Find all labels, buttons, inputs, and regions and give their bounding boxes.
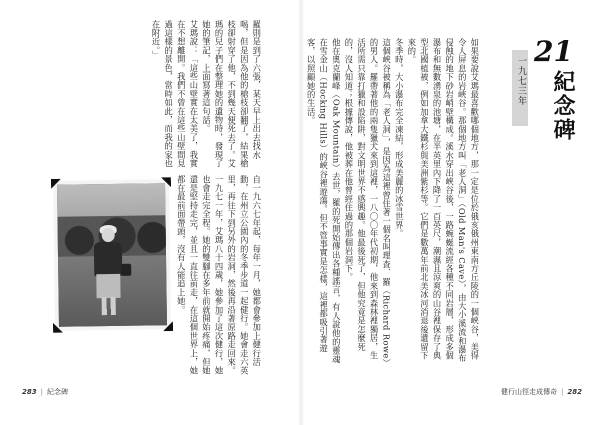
left-running-title: 紀念碑 [46,388,68,396]
left-page-text-mid: 自一九六七年起，每年一月，她都會參加上健行活動，在州立公園內的冬季步道一起健行。她會走六英里，再往下到另外的岩洞，然後再沿著原路走回來。 一九七一年，艾瑪八十四歲，她參加了這次健行，她也會走完全程。她的雙腳在多年前就開始疼痛，但她還是堅持走完，並且一直往前走，在這個世界上，她都在最前面帶頭，沒有人能追上她。 [176,175,262,376]
chapter-date: 一九七三年 [516,56,526,106]
chapter-date-tag [512,50,528,126]
chapter-number: 21 [534,35,573,68]
right-running-title: 健行山徑走成傳奇 [501,388,558,396]
left-page [0,0,298,425]
left-page-number: 283 [22,388,37,396]
right-page-number: 282 [567,388,582,396]
chapter-title: 紀念碑 [550,70,576,142]
left-footer: 283 | 紀念碑 [22,388,68,396]
right-footer: 健行山徑走成傳奇 | 282 [501,388,582,396]
left-page-text-top: 羅則是到了六張，某天早上出去找水喝，但是因為他的槍枝卻翻了，結果槍枝卻射穿了他，不到幾天便死去了。艾瑪的兒子們在整理她的遺物時，發現了她的筆記，上面寫著這句話。 艾瑪說：「這些山壁實在太美了，我實在不想離開。我們不曾在這些山壁間見過這樣的景色，當時如此，而我的家也在附近。」 [151,20,262,168]
right-page-text: 如果要說艾瑪最喜歡哪個地方，那一定是位於俄亥俄州東南方丘陵的一個峽谷，美得令人屏息的岩峽谷。那個地方叫「老人洞」（Old Man's Cave），由大小溪流和瀑布侵蝕的地下砂岩峭壁構成。溪水穿出峽谷後，一路蜿蜒流經各種不同岩層，形成多個瀑布和無數湧泉的池塘，在半英里內下降了一百英尺，潮濕且涼爽的山谷裡保存了典型北國植被，例如加拿大鐵杉與美洲紫杉等。它們是數萬年前北美冰河消退後遺留下來的。 冬季時，大小瀑布完全凍結，形成美麗的冰雪世界。 這個峽谷被稱為「老人洞」，是因為這裡曾住著一個名叫理查．羅（Richard Rowe）的男人。羅帶著他的兩隻獵犬來到這裡，一八〇〇年代初期，他來到森林裡獨居，生活所需只靠打獵和設陷阱，對文明世界不感興趣。他最後死了，但他究竟是怎麼死的，沒人知道；根據傳說，他被葬在他曾經住過的那個岩洞下。 他在奧克蘭峰（Oak Mountain）去世，羅的死開始傳出各種謠言，有人說他的靈魂在雪金山（Hocking Hills）的峽谷裡遊蕩。但不管事實是怎樣，這裡都吸引著遊客，以照顧她的生活。 [306,38,480,368]
